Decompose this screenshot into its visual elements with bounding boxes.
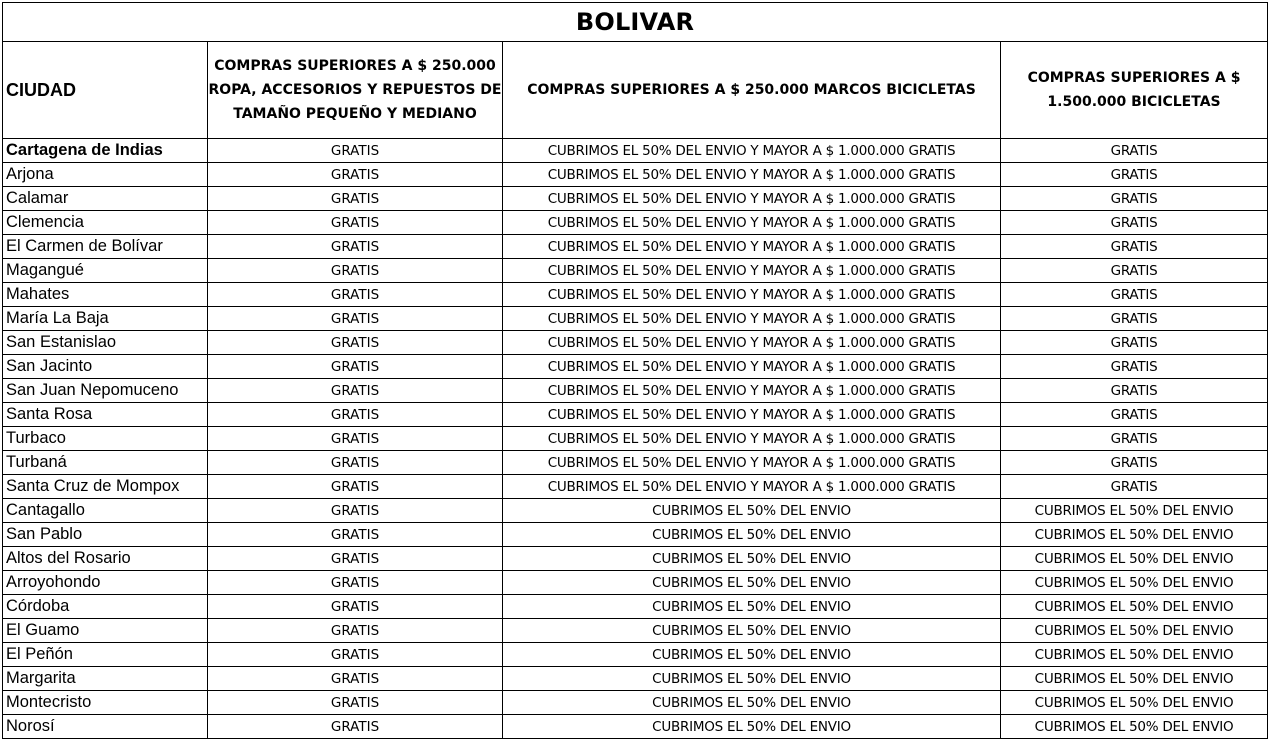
city-cell: Mahates: [3, 283, 208, 307]
frames-cell: CUBRIMOS EL 50% DEL ENVIO: [503, 619, 1001, 643]
clothing-cell: GRATIS: [208, 259, 503, 283]
frames-cell: CUBRIMOS EL 50% DEL ENVIO Y MAYOR A $ 1.000.000 GRATIS: [503, 139, 1001, 163]
bicycles-cell: GRATIS: [1001, 283, 1268, 307]
frames-cell: CUBRIMOS EL 50% DEL ENVIO Y MAYOR A $ 1.000.000 GRATIS: [503, 475, 1001, 499]
city-cell: El Peñón: [3, 643, 208, 667]
table-row: [3, 139, 1268, 163]
city-cell: San Estanislao: [3, 331, 208, 355]
city-cell: María La Baja: [3, 307, 208, 331]
city-cell: Cantagallo: [3, 499, 208, 523]
column-header-clothing: COMPRAS SUPERIORES A $ 250.000 ROPA, ACCESORIOS Y REPUESTOS DE TAMAÑO PEQUEÑO Y MEDIANO: [208, 42, 503, 139]
bicycles-cell: GRATIS: [1001, 475, 1268, 499]
clothing-cell: GRATIS: [208, 235, 503, 259]
clothing-cell: GRATIS: [208, 499, 503, 523]
table-row: [3, 595, 1268, 619]
bicycles-cell: GRATIS: [1001, 427, 1268, 451]
clothing-cell: GRATIS: [208, 139, 503, 163]
frames-cell: CUBRIMOS EL 50% DEL ENVIO Y MAYOR A $ 1.000.000 GRATIS: [503, 187, 1001, 211]
bicycles-cell: GRATIS: [1001, 307, 1268, 331]
frames-cell: CUBRIMOS EL 50% DEL ENVIO: [503, 523, 1001, 547]
bicycles-cell: GRATIS: [1001, 451, 1268, 475]
frames-cell: CUBRIMOS EL 50% DEL ENVIO Y MAYOR A $ 1.000.000 GRATIS: [503, 283, 1001, 307]
frames-cell: CUBRIMOS EL 50% DEL ENVIO: [503, 715, 1001, 739]
city-cell: Arroyohondo: [3, 571, 208, 595]
frames-cell: CUBRIMOS EL 50% DEL ENVIO Y MAYOR A $ 1.000.000 GRATIS: [503, 259, 1001, 283]
frames-cell: CUBRIMOS EL 50% DEL ENVIO: [503, 595, 1001, 619]
city-cell: San Pablo: [3, 523, 208, 547]
clothing-cell: GRATIS: [208, 475, 503, 499]
bicycles-cell: CUBRIMOS EL 50% DEL ENVIO: [1001, 691, 1268, 715]
bicycles-cell: CUBRIMOS EL 50% DEL ENVIO: [1001, 643, 1268, 667]
frames-cell: CUBRIMOS EL 50% DEL ENVIO Y MAYOR A $ 1.000.000 GRATIS: [503, 211, 1001, 235]
frames-cell: CUBRIMOS EL 50% DEL ENVIO: [503, 547, 1001, 571]
table-row: [3, 331, 1268, 355]
table-row: [3, 403, 1268, 427]
bicycles-cell: GRATIS: [1001, 187, 1268, 211]
column-header-city: CIUDAD: [3, 42, 208, 139]
table-row: [3, 451, 1268, 475]
clothing-cell: GRATIS: [208, 379, 503, 403]
table-row: [3, 307, 1268, 331]
frames-cell: CUBRIMOS EL 50% DEL ENVIO Y MAYOR A $ 1.000.000 GRATIS: [503, 379, 1001, 403]
table-row: [3, 667, 1268, 691]
bicycles-cell: CUBRIMOS EL 50% DEL ENVIO: [1001, 667, 1268, 691]
table-row: [3, 259, 1268, 283]
clothing-cell: GRATIS: [208, 211, 503, 235]
bicycles-cell: GRATIS: [1001, 139, 1268, 163]
bicycles-cell: CUBRIMOS EL 50% DEL ENVIO: [1001, 571, 1268, 595]
bicycles-cell: CUBRIMOS EL 50% DEL ENVIO: [1001, 523, 1268, 547]
table-row: [3, 211, 1268, 235]
city-cell: Margarita: [3, 667, 208, 691]
bicycles-cell: CUBRIMOS EL 50% DEL ENVIO: [1001, 715, 1268, 739]
bicycles-cell: GRATIS: [1001, 235, 1268, 259]
frames-cell: CUBRIMOS EL 50% DEL ENVIO: [503, 571, 1001, 595]
city-cell: Córdoba: [3, 595, 208, 619]
city-cell: Montecristo: [3, 691, 208, 715]
city-cell: San Juan Nepomuceno: [3, 379, 208, 403]
frames-cell: CUBRIMOS EL 50% DEL ENVIO Y MAYOR A $ 1.000.000 GRATIS: [503, 355, 1001, 379]
city-cell: Clemencia: [3, 211, 208, 235]
bicycles-cell: CUBRIMOS EL 50% DEL ENVIO: [1001, 499, 1268, 523]
clothing-cell: GRATIS: [208, 667, 503, 691]
frames-cell: CUBRIMOS EL 50% DEL ENVIO: [503, 499, 1001, 523]
city-cell: Magangué: [3, 259, 208, 283]
frames-cell: CUBRIMOS EL 50% DEL ENVIO: [503, 691, 1001, 715]
frames-cell: CUBRIMOS EL 50% DEL ENVIO: [503, 667, 1001, 691]
frames-cell: CUBRIMOS EL 50% DEL ENVIO Y MAYOR A $ 1.000.000 GRATIS: [503, 451, 1001, 475]
bicycles-cell: GRATIS: [1001, 259, 1268, 283]
table-row: [3, 499, 1268, 523]
clothing-cell: GRATIS: [208, 523, 503, 547]
clothing-cell: GRATIS: [208, 403, 503, 427]
table-row: [3, 523, 1268, 547]
table-row: [3, 355, 1268, 379]
table-row: [3, 235, 1268, 259]
bicycles-cell: GRATIS: [1001, 163, 1268, 187]
column-header-bicycles: COMPRAS SUPERIORES A $ 1.500.000 BICICLETAS: [1001, 42, 1268, 139]
city-cell: Turbaná: [3, 451, 208, 475]
clothing-cell: GRATIS: [208, 307, 503, 331]
table-row: [3, 379, 1268, 403]
clothing-cell: GRATIS: [208, 163, 503, 187]
shipping-table: [2, 2, 1268, 739]
bicycles-cell: CUBRIMOS EL 50% DEL ENVIO: [1001, 547, 1268, 571]
bicycles-cell: GRATIS: [1001, 211, 1268, 235]
city-cell: San Jacinto: [3, 355, 208, 379]
bicycles-cell: CUBRIMOS EL 50% DEL ENVIO: [1001, 595, 1268, 619]
clothing-cell: GRATIS: [208, 355, 503, 379]
frames-cell: CUBRIMOS EL 50% DEL ENVIO Y MAYOR A $ 1.000.000 GRATIS: [503, 163, 1001, 187]
clothing-cell: GRATIS: [208, 451, 503, 475]
table-row: [3, 715, 1268, 739]
city-cell: Arjona: [3, 163, 208, 187]
frames-cell: CUBRIMOS EL 50% DEL ENVIO Y MAYOR A $ 1.000.000 GRATIS: [503, 331, 1001, 355]
clothing-cell: GRATIS: [208, 427, 503, 451]
frames-cell: CUBRIMOS EL 50% DEL ENVIO Y MAYOR A $ 1.000.000 GRATIS: [503, 427, 1001, 451]
table-row: [3, 163, 1268, 187]
table-title: BOLIVAR: [3, 3, 1268, 42]
column-header-frames: COMPRAS SUPERIORES A $ 250.000 MARCOS BICICLETAS: [503, 42, 1001, 139]
clothing-cell: GRATIS: [208, 547, 503, 571]
clothing-cell: GRATIS: [208, 715, 503, 739]
frames-cell: CUBRIMOS EL 50% DEL ENVIO Y MAYOR A $ 1.000.000 GRATIS: [503, 403, 1001, 427]
table-row: [3, 427, 1268, 451]
table-row: [3, 547, 1268, 571]
table-row: [3, 619, 1268, 643]
bicycles-cell: GRATIS: [1001, 355, 1268, 379]
clothing-cell: GRATIS: [208, 283, 503, 307]
clothing-cell: GRATIS: [208, 691, 503, 715]
clothing-cell: GRATIS: [208, 187, 503, 211]
frames-cell: CUBRIMOS EL 50% DEL ENVIO: [503, 643, 1001, 667]
bicycles-cell: CUBRIMOS EL 50% DEL ENVIO: [1001, 619, 1268, 643]
bicycles-cell: GRATIS: [1001, 379, 1268, 403]
bicycles-cell: GRATIS: [1001, 403, 1268, 427]
city-cell: El Carmen de Bolívar: [3, 235, 208, 259]
city-cell: Santa Rosa: [3, 403, 208, 427]
clothing-cell: GRATIS: [208, 595, 503, 619]
city-cell: Altos del Rosario: [3, 547, 208, 571]
table-row: [3, 691, 1268, 715]
city-cell: Santa Cruz de Mompox: [3, 475, 208, 499]
table-row: [3, 475, 1268, 499]
city-cell: Turbaco: [3, 427, 208, 451]
clothing-cell: GRATIS: [208, 331, 503, 355]
table-row: [3, 283, 1268, 307]
city-cell: Norosí: [3, 715, 208, 739]
table-row: [3, 187, 1268, 211]
table-row: [3, 643, 1268, 667]
bicycles-cell: GRATIS: [1001, 331, 1268, 355]
table-row: [3, 571, 1268, 595]
clothing-cell: GRATIS: [208, 571, 503, 595]
frames-cell: CUBRIMOS EL 50% DEL ENVIO Y MAYOR A $ 1.000.000 GRATIS: [503, 307, 1001, 331]
frames-cell: CUBRIMOS EL 50% DEL ENVIO Y MAYOR A $ 1.000.000 GRATIS: [503, 235, 1001, 259]
clothing-cell: GRATIS: [208, 619, 503, 643]
city-cell: Calamar: [3, 187, 208, 211]
clothing-cell: GRATIS: [208, 643, 503, 667]
city-cell: Cartagena de Indias: [3, 139, 208, 163]
city-cell: El Guamo: [3, 619, 208, 643]
